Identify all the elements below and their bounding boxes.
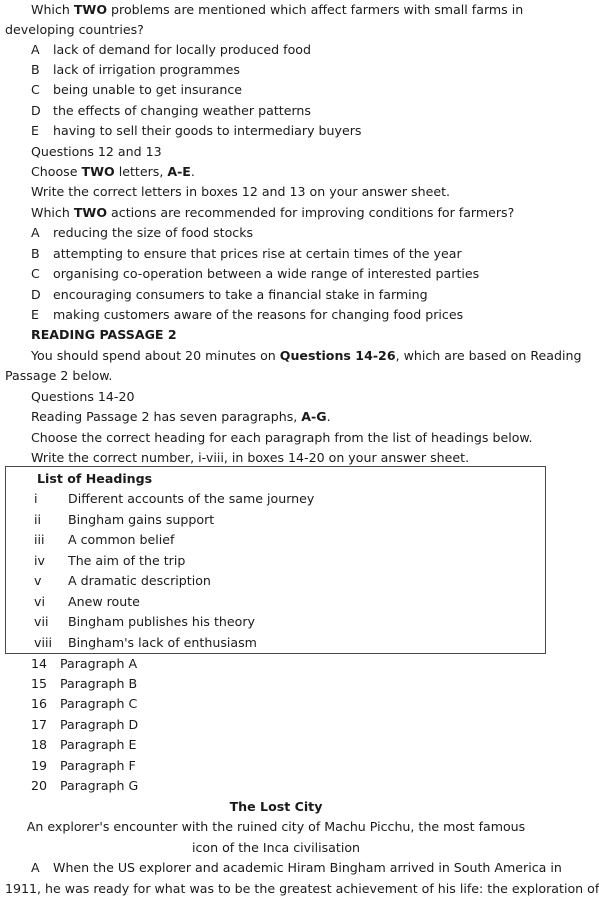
q11-option: A lack of demand for locally produced food bbox=[31, 42, 311, 57]
article-paragraph-a: A When the US explorer and academic Hiram Bingham arrived in South America in bbox=[31, 860, 562, 875]
heading-item: iv The aim of the trip bbox=[34, 553, 186, 568]
q14-20-choose: Choose the correct heading for each paragraph from the list of headings below. bbox=[31, 430, 533, 445]
q12-13-question: Which TWO actions are recommended for improving conditions for farmers? bbox=[31, 205, 515, 220]
q14-20-intro: Reading Passage 2 has seven paragraphs, A-G. bbox=[31, 409, 331, 424]
article-paragraph-a-cont: 1911, he was ready for what was to be the greatest achievement of his life: the exploration of bbox=[5, 881, 599, 896]
paragraph-answer: 15 Paragraph B bbox=[31, 676, 138, 691]
heading-item: ii Bingham gains support bbox=[34, 512, 215, 527]
q11-question-cont: developing countries? bbox=[5, 22, 144, 37]
q12-13-heading: Questions 12 and 13 bbox=[31, 144, 162, 159]
passage-title: READING PASSAGE 2 bbox=[31, 327, 177, 342]
heading-item: vi Anew route bbox=[34, 594, 140, 609]
heading-item: viii Bingham's lack of enthusiasm bbox=[34, 635, 257, 650]
q11-option: C being unable to get insurance bbox=[31, 82, 243, 97]
q12-13-option: E making customers aware of the reasons for changing food prices bbox=[31, 307, 464, 322]
passage-instructions-cont: Passage 2 below. bbox=[5, 368, 113, 383]
article-subtitle-cont: icon of the Inca civilisation bbox=[191, 840, 361, 855]
headings-title: List of Headings bbox=[37, 471, 153, 486]
q12-13-option: A reducing the size of food stocks bbox=[31, 225, 254, 240]
heading-item: iii A common belief bbox=[34, 532, 175, 547]
q12-13-option: D encouraging consumers to take a financial stake in farming bbox=[31, 287, 428, 302]
heading-item: v A dramatic description bbox=[34, 573, 211, 588]
q14-20-heading: Questions 14-20 bbox=[31, 389, 135, 404]
q14-20-write: Write the correct number, i-viii, in boxes 14-20 on your answer sheet. bbox=[31, 450, 470, 465]
paragraph-answer: 17 Paragraph D bbox=[31, 717, 139, 732]
q12-13-option: B attempting to ensure that prices rise at certain times of the year bbox=[31, 246, 462, 261]
paragraph-answer: 19 Paragraph F bbox=[31, 758, 136, 773]
article-title: The Lost City bbox=[229, 799, 323, 814]
paragraph-answer: 14 Paragraph A bbox=[31, 656, 138, 671]
q11-option: E having to sell their goods to intermediary buyers bbox=[31, 123, 362, 138]
q12-13-choose: Choose TWO letters, A-E. bbox=[31, 164, 195, 179]
q11-option: B lack of irrigation programmes bbox=[31, 62, 240, 77]
q12-13-option: C organising co-operation between a wide range of interested parties bbox=[31, 266, 480, 281]
heading-item: vii Bingham publishes his theory bbox=[34, 614, 255, 629]
q12-13-write: Write the correct letters in boxes 12 and 13 on your answer sheet. bbox=[31, 184, 451, 199]
passage-instructions: You should spend about 20 minutes on Questions 14-26, which are based on Reading bbox=[31, 348, 582, 363]
q11-option: D the effects of changing weather patterns bbox=[31, 103, 311, 118]
paragraph-answer: 20 Paragraph G bbox=[31, 778, 139, 793]
heading-item: i Different accounts of the same journey bbox=[34, 491, 315, 506]
paragraph-answer: 16 Paragraph C bbox=[31, 696, 138, 711]
q11-question: Which TWO problems are mentioned which affect farmers with small farms in bbox=[31, 2, 524, 17]
paragraph-answer: 18 Paragraph E bbox=[31, 737, 137, 752]
article-subtitle: An explorer's encounter with the ruined city of Machu Picchu, the most famous bbox=[26, 819, 526, 834]
